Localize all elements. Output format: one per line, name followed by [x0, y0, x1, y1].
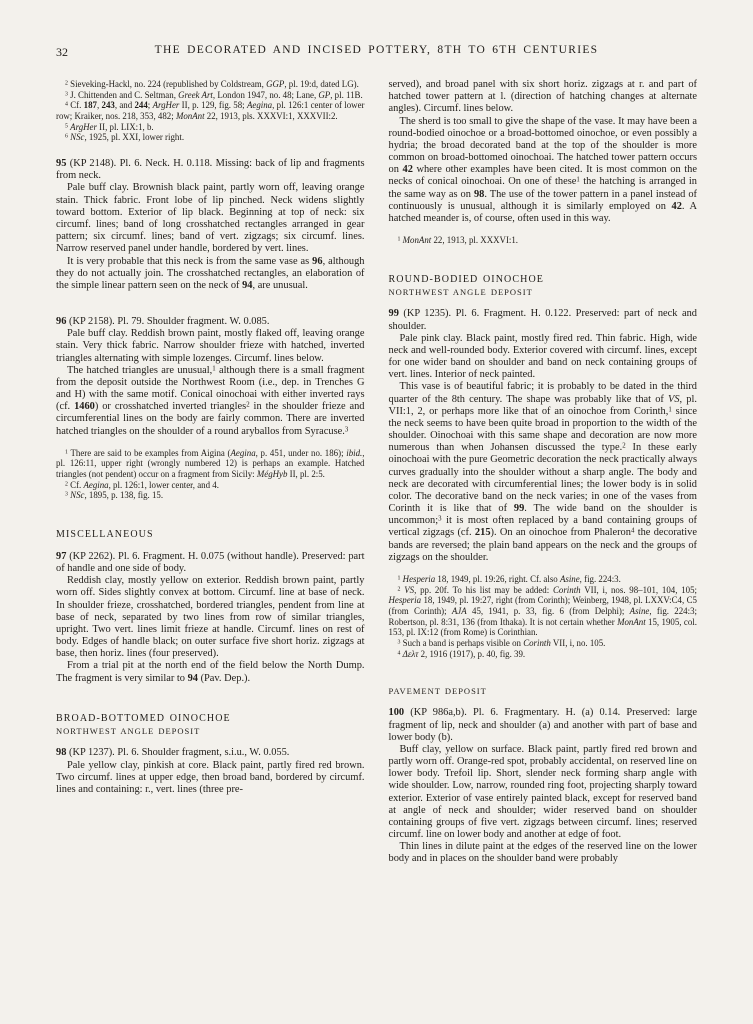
footnote-marker: 1: [397, 575, 401, 582]
footnote-group: [56, 79, 365, 143]
footnote-marker: 3: [65, 91, 68, 98]
entry-heading: 95 (KP 2148). Pl. 6. Neck. H. 0.118. Missing: back of lip and fragments from neck.: [56, 158, 365, 182]
catalog-number: 96: [312, 255, 323, 267]
footnote-marker: 1: [397, 236, 401, 243]
citation-title: MonAnt: [402, 235, 432, 246]
section-heading-line: PAVEMENT DEPOSIT: [388, 686, 487, 697]
body-paragraph: It is very probable that this neck is from the same vase as 96, although they do not actually join. The crosshatched rectangles, an elaboration of the simple linear pattern seen on the neck of 94, are unusual.: [56, 255, 365, 291]
footnote-group: [56, 448, 365, 501]
body-paragraph: From a trial pit at the north end of the field below the North Dump. The fragment is very similar to 94 (Pav. Dep.).: [56, 660, 365, 684]
footnote-marker: 3: [438, 515, 442, 523]
entry-heading: 99 (KP 1235). Pl. 6. Fragment. H. 0.122. Preserved: part of neck and shoulder.: [388, 308, 697, 332]
entry-heading: 97 (KP 2262). Pl. 6. Fragment. H. 0.075 (without handle). Preserved: part of handle and one side of body.: [56, 550, 365, 575]
section-heading: [56, 713, 365, 738]
body-paragraph: Thin lines in dilute paint at the edges of the reserved line on the lower body and in places on the shoulder band were probably: [388, 841, 697, 865]
catalog-number: 187: [83, 100, 97, 111]
entry-heading: 98 (KP 1237). Pl. 6. Shoulder fragment, s.i.u., W. 0.055.: [56, 747, 290, 759]
entry-heading: 96 (KP 2158). Pl. 79. Shoulder fragment. W. 0.085.: [56, 316, 270, 328]
body-paragraph: served), and broad panel with six short horiz. zigzags at r. and part of hatched tower pattern at l. (direction of hatching changes at alternate angles). Circumf. lines below.: [388, 79, 697, 115]
footnote-marker: 1: [576, 176, 580, 184]
footnote-marker: 3: [344, 425, 349, 433]
catalog-number: 1460: [74, 401, 95, 413]
section-heading: [56, 529, 365, 541]
body-paragraph: Buff clay, yellow on surface. Black paint, partly fired red brown and partly worn off. Orange-red spot, probably accidental, on reserved line on lower body. Trefoil lip. Short, slender neck forming sharp angle with wide shoulder. Low, narrow, rounded ring foot, projecting sharply toward exterior. Exterior of vase entirely painted black, except for reserved band at angle of neck and shoulder; wider reserved band on shoulder containing groups of five vert. zigzags between circumf. lines; reserved circumf. line on lower body and another at edge of foot.: [388, 743, 697, 841]
citation-title: Asine: [559, 573, 580, 584]
citation-title: MonAnt: [175, 111, 205, 122]
catalog-number: 94: [242, 279, 253, 291]
citation-title: MégHyb: [256, 469, 288, 480]
footnote-marker: 1: [668, 406, 672, 414]
catalog-number: 97: [56, 550, 67, 562]
citation-title: Aegina: [246, 100, 273, 111]
section-heading-line: BROAD-BOTTOMED OINOCHOE: [56, 712, 231, 724]
citation-title: Aegina: [83, 479, 109, 490]
body-paragraph: Pale buff clay. Brownish black paint, partly worn off, leaving orange stain. Thick fabric. Front lobe of lip pinched. Neck widens slightly toward bottom. Exterior of lip black. Beginning at top of neck: six circumf. lines; band of long crosshatched rectangles arranged in gear pattern; six circumf. lines; band of vert. zigzags; six circumf. lines. Narrow reserved panel under handle, bordered by vert. lines.: [56, 182, 365, 255]
catalog-number: 99: [388, 308, 399, 320]
footnote-group: [389, 235, 698, 246]
footnote: $^1$ There are said to be examples from Aigina (Aegina, p. 451, under no. 186); ibid., pl. 126:11, upper right (wrongly numbered 12) is perhaps an example. Hatched triangles (not pendent) occur on a fragment from Sicily: MégHyb II, pl. 2:5.: [56, 447, 365, 480]
citation-title: Aegina: [230, 447, 256, 458]
catalog-number: 94: [187, 672, 198, 684]
body-paragraph: This vase is of beautiful fabric; it is probably to be dated in the third quarter of the 8th century. The shape was probably like that of VS, pl. VII:1, 2, or perhaps more like that of an oinochoe from Corinth,$^1$ since the neck seems to have been quite broad in proportion to the width of the shoulder. Oinochoai with this same shape and decoration are now more numerous than when Johansen discussed the type.$^2$ In these early oinochoai with the pure Geometric decoration the neck practically always curves gradually into the shoulder without a sharp angle. The body and neck are decorated with circumferential lines; the lower body is in solid color. The decorative band on the neck varies; in one of the vases from Corinth it is like that of 99. The wide band on the shoulder is uncommon;$^3$ it is most often replaced by a band containing groups of vertical zigzags (cf. 215). On an oinochoe from Phaleron$^4$ the decorative bands are reversed; the plain band appears on the neck and the groups of zigzags on the shoulder.: [388, 381, 697, 563]
catalog-number: 98: [56, 747, 67, 759]
footnote-marker: 3: [65, 492, 68, 499]
section-heading-line: NORTHWEST ANGLE DEPOSIT: [56, 726, 201, 737]
left-column: [56, 79, 365, 866]
footnote-marker: 4: [397, 650, 401, 657]
body-paragraph: Pale yellow clay, pinkish at core. Black paint, partly fired red brown. Two circumf. lines at upper edge, then broad band, bordered by circumf. lines and containing: r., vert. lines (three pre-: [56, 759, 365, 795]
citation-title: Hesperia: [402, 573, 436, 584]
body-paragraph: Reddish clay, mostly yellow on exterior. Reddish brown paint, partly worn off. Sides slightly convex at bottom. Circumf. line at base of neck. In shoulder frieze, crosshatched, bordered triangles, pendent from line at base of neck, separated by two lines from row of similar triangles, upright. Two vert. lines limit frieze at handle. Circumf. lines on rest of body. Edges of handle black; on outer surface five short horiz. zigzags at base, then horiz. lines (four preserved).: [56, 575, 365, 660]
footnote: $^4$ Δελτ 2, 1916 (1917), p. 40, fig. 39.: [397, 648, 526, 659]
footnote: $^1$ Hesperia 18, 1949, pl. 19:26, right. Cf. also Asine, fig. 224:3.: [397, 573, 621, 584]
catalog-number: 243: [101, 100, 115, 111]
section-heading: [389, 687, 698, 697]
citation-title: NSc: [70, 132, 85, 143]
footnote: $^2$ VS, pp. 20f. To his list may be added: Corinth VII, i, nos. 98–101, 104, 105; Hesperia 18, 1949, pl. 19:27, right (from Corinth); Weinberg, 1948, pl. LXXV:C4, C5 (from Corinth); AJA 45, 1941, p. 33, fig. 6 (from Delphi); Asine, fig. 224:3; Robertson, pl. 8:31, 136 (from Ithaka). It is not certain whether MonAnt 15, 1905, col. 153, pl. IX:12 (from Rome) is Corinthian.: [388, 584, 698, 638]
body-paragraph: Pale buff clay. Reddish brown paint, mostly flaked off, leaving orange stain. Very thick fabric. Narrow shoulder frieze with hatched, inverted triangles alternating with simple lozenges. Circumf. lines below.: [56, 328, 365, 364]
footnote-marker: 3: [397, 639, 401, 646]
catalog-number: 244: [134, 100, 148, 111]
footnote: $^1$ MonAnt 22, 1913, pl. XXXVI:1.: [397, 235, 519, 246]
section-heading: [389, 274, 698, 299]
body-paragraph: Pale pink clay. Black paint, mostly fired red. Thin fabric. High, wide neck and well-rounded body. Exterior covered with circumf. lines, except for one wider band on shoulder and band on neck containing groups of vert. lines. Interior of neck painted.: [388, 332, 697, 381]
citation-title: Δελτ: [402, 648, 419, 659]
footnote-group: [389, 574, 698, 660]
footnote-marker: 2: [65, 80, 68, 87]
citation-title: GP: [318, 89, 331, 100]
footnote-marker: 1: [65, 449, 68, 456]
section-heading-line: MISCELLANEOUS: [56, 529, 154, 541]
section-heading-line: ROUND-BODIED OINOCHOE: [388, 273, 544, 285]
catalog-number: 96: [56, 316, 67, 328]
citation-title: ArgHer: [152, 100, 180, 111]
body-paragraph: The sherd is too small to give the shape of the vase. It may have been a round-bodied oinochoe or a broad-bottomed oinochoe, or even possibly a hydria; the broad decorated band at the top of the shoulder is more common on broad-bottomed oinochoai. The hatched tower pattern occurs on 42 where other examples have been cited. It is most common on the necks of conical oinochoai. On one of these$^1$ the hatching is arranged in the same way as on 98. The use of the tower pattern in a panel instead of continuously is unusual, although it is similarly employed on 42. A hatched meander is, of course, often used in this way.: [388, 115, 697, 224]
section-heading-line: NORTHWEST ANGLE DEPOSIT: [388, 287, 533, 298]
citation-title: Greek Art: [178, 89, 213, 100]
footnote: $^3$ J. Chittenden and C. Seltman, Greek Art, London 1947, no. 48; Lane, GP, pl. 11B.: [65, 89, 363, 100]
footnote-marker: 5: [65, 123, 68, 130]
footnote-marker: 2: [622, 442, 626, 450]
catalog-number: 215: [474, 527, 491, 539]
footnote-marker: 2: [65, 481, 68, 488]
citation-title: MonAnt: [617, 616, 646, 627]
footnote: $^4$ Cf. 187, 243, and 244; ArgHer II, p. 129, fig. 58; Aegina, pl. 126:1 center of lower row; Kraiker, nos. 218, 353, 482; MonAnt 22, 1913, pls. XXXVI:1, XXXVII:2.: [56, 100, 365, 122]
body-paragraph: The hatched triangles are unusual,$^1$ although there is a small fragment from the deposit outside the Northwest Room (i.e., dep. in Trenches G and H) with the same motif. Conical oinochoai with either inverted rays (cf. 1460) or crosshatched inverted triangles$^2$ in the shoulder frieze and circumferential lines on the body are fairly common. There are inverted hatched triangles on the shoulder of a round aryballos from Syracuse.$^3$: [56, 364, 365, 437]
citation-title: AJA: [451, 606, 467, 617]
entry-heading: 100 (KP 986a,b). Pl. 6. Fragmentary. H. (a) 0.14. Preserved: large fragment of lip, neck and shoulder (a) and another with part of base and lower body (b).: [388, 707, 697, 743]
footnote: $^6$ NSc, 1925, pl. XXI, lower right.: [65, 132, 185, 143]
footnote-marker: 4: [630, 527, 635, 535]
catalog-number: 42: [671, 200, 682, 212]
footnote: $^3$ NSc, 1895, p. 138, fig. 15.: [65, 490, 164, 501]
citation-title: VS: [404, 584, 415, 595]
footnote: $^2$ Cf. Aegina, pl. 126:1, lower center, and 4.: [65, 479, 219, 490]
running-title: THE DECORATED AND INCISED POTTERY, 8TH TO 6TH CENTURIES: [154, 44, 599, 56]
footnote-marker: 1: [212, 364, 216, 372]
footnote-marker: 2: [397, 586, 401, 593]
citation-title: Corinth: [552, 584, 581, 595]
footnote-marker: 2: [246, 401, 250, 409]
citation-title: ibid.: [346, 447, 363, 458]
right-column: [389, 79, 698, 866]
catalog-number: 42: [402, 164, 413, 176]
citation-title: Hesperia: [388, 595, 422, 606]
footnote-marker: 6: [65, 134, 68, 141]
citation-title: Corinth: [523, 638, 551, 649]
catalog-number: 100: [388, 707, 405, 719]
text-columns: [56, 79, 697, 866]
page-header: [56, 44, 697, 62]
catalog-number: 99: [513, 503, 525, 515]
footnote: $^3$ Such a band is perhaps visible on Corinth VII, i, no. 105.: [397, 638, 606, 649]
catalog-number: 98: [473, 188, 485, 200]
footnote: $^5$ ArgHer II, pl. LIX:1, b.: [65, 121, 154, 132]
catalog-number: 95: [56, 158, 67, 170]
citation-title: ArgHer: [70, 121, 97, 132]
citation-title: GGP: [266, 79, 285, 89]
footnote: $^2$ Sieveking-Hackl, no. 224 (republished by Coldstream, GGP, pl. 19:d, dated LG).: [65, 79, 359, 89]
footnote-marker: 4: [65, 102, 68, 109]
page-number: 32: [56, 45, 68, 59]
citation-title: Asine: [629, 606, 650, 617]
citation-title: VS: [668, 393, 680, 405]
citation-title: NSc: [70, 490, 85, 501]
